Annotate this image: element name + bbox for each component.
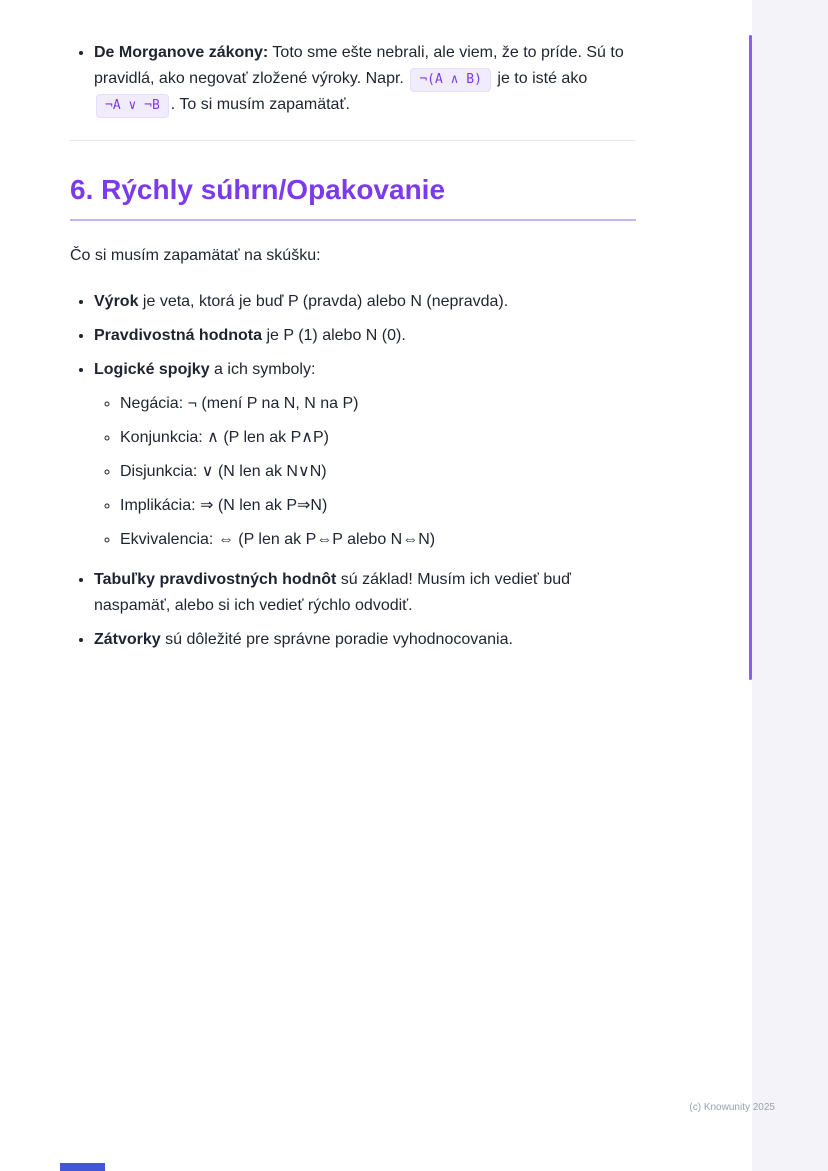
sub-item-ekvivalencia: ◦ Ekvivalencia: ⇔ (P len ak P⇔P alebo N⇔N) bbox=[120, 527, 636, 553]
summary-list bbox=[70, 289, 636, 653]
section-divider bbox=[70, 140, 636, 141]
text-logicke-spojky: a ich symboly: bbox=[209, 361, 316, 378]
sub-item-negacia: ◦ Negácia: ¬ (mení P na N, N na P) bbox=[120, 391, 636, 417]
demorgan-term: De Morganove zákony: bbox=[94, 44, 269, 61]
term-logicke-spojky: Logické spojky bbox=[94, 361, 210, 378]
list-item-zatvorky bbox=[94, 627, 636, 653]
list-item-tabulky bbox=[94, 567, 636, 619]
text-zatvorky: sú dôležité pre správne poradie vyhodnocovania. bbox=[160, 631, 513, 648]
demorgan-text-2: je to isté ako bbox=[492, 70, 588, 87]
list-item-pravdivostna-hodnota bbox=[94, 323, 636, 349]
demorgan-list bbox=[70, 40, 636, 118]
list-item-vyrok bbox=[94, 289, 636, 315]
sub-item-konjunkcia: ◦ Konjunkcia: ∧ (P len ak P∧P) bbox=[120, 425, 636, 451]
code-snippet-not-a-or-not-b: ¬A ∨ ¬B bbox=[96, 94, 169, 118]
sub-item-implikacia: ◦ Implikácia: ⇒ (N len ak P⇒N) bbox=[120, 493, 636, 519]
term-vyrok: Výrok bbox=[94, 293, 139, 310]
list-item-logicke-spojky bbox=[94, 357, 636, 553]
text-pravdivostna-hodnota: je P (1) alebo N (0). bbox=[262, 327, 406, 344]
next-page-blue-edge bbox=[60, 1163, 105, 1171]
text-vyrok: je veta, ktorá je buď P (pravda) alebo N (nepravda). bbox=[138, 293, 509, 310]
sub-item-disjunkcia: ◦ Disjunkcia: ∨ (N len ak N∨N) bbox=[120, 459, 636, 485]
text-tabulky: sú základ! Musím ich vedieť buď naspamäť, alebo si ich vedieť rýchlo odvodiť. bbox=[94, 571, 571, 614]
demorgan-list-item bbox=[94, 40, 636, 118]
document-content bbox=[70, 28, 636, 661]
term-pravdivostna-hodnota: Pravdivostná hodnota bbox=[94, 327, 263, 344]
right-margin-strip bbox=[752, 0, 828, 1171]
code-snippet-not-a-and-b: ¬(A ∧ B) bbox=[410, 68, 491, 92]
section-heading: 6. Rýchly súhrn/Opakovanie bbox=[70, 173, 636, 221]
term-tabulky: Tabuľky pravdivostných hodnôt bbox=[94, 571, 337, 588]
term-zatvorky: Zátvorky bbox=[94, 631, 161, 648]
demorgan-text-1: Toto sme ešte nebrali, ale viem, že to príde. Sú to pravidlá, ako negovať zložené výroky. Napr. bbox=[94, 44, 624, 87]
connectives-list bbox=[94, 391, 636, 553]
right-purple-line bbox=[749, 35, 752, 680]
section-intro: Čo si musím zapamätať na skúšku: bbox=[70, 247, 321, 264]
footer-credit: (c) Knowunity 2025 bbox=[689, 1102, 775, 1113]
demorgan-text-3: . To si musím zapamätať. bbox=[170, 96, 350, 113]
